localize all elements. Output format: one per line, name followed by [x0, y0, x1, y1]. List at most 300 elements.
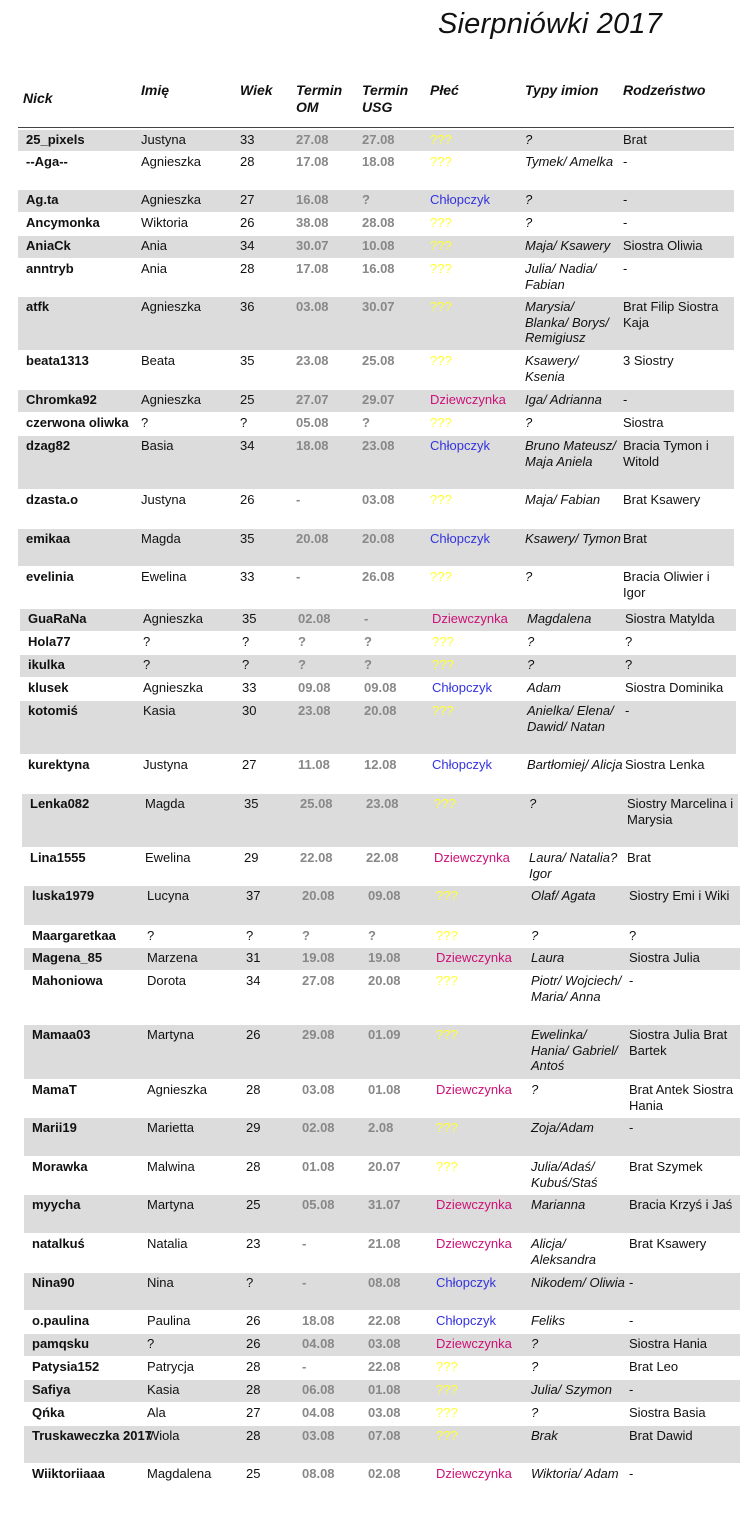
cell-rodz: Siostry Emi i Wiki	[629, 888, 730, 903]
cell-plec: ???	[430, 154, 452, 169]
cell-usg: 23.08	[362, 438, 395, 453]
table-row	[18, 490, 734, 528]
cell-om: 11.08	[298, 757, 330, 772]
cell-usg: ?	[362, 192, 370, 207]
cell-plec: ???	[436, 1027, 458, 1042]
cell-typy: Adam	[527, 680, 561, 695]
table-row	[22, 848, 738, 885]
cell-imie: Dorota	[147, 973, 187, 988]
cell-rodz: -	[629, 1466, 634, 1481]
cell-plec: ???	[436, 888, 458, 903]
cell-om: -	[302, 1275, 307, 1290]
cell-typy: Zoja/Adam	[531, 1120, 594, 1135]
table-row	[18, 297, 734, 350]
cell-imie: Agnieszka	[143, 680, 203, 695]
cell-usg: 01.08	[368, 1082, 401, 1097]
cell-imie: Magdalena	[147, 1466, 212, 1481]
cell-typy: Bartłomiej/ Alicja	[527, 757, 623, 772]
cell-rodz: Siostra Julia Brat Bartek	[629, 1027, 728, 1058]
cell-usg: 27.08	[362, 132, 395, 147]
cell-wiek: 29	[244, 850, 259, 865]
cell-typy: ?	[527, 657, 535, 672]
cell-wiek: 27	[240, 192, 255, 207]
cell-imie: Kasia	[147, 1382, 180, 1397]
cell-om: ?	[298, 657, 306, 672]
table-row	[18, 152, 734, 189]
table-row	[24, 1464, 740, 1519]
cell-nick: Lina1555	[30, 850, 86, 865]
cell-typy: Julia/ Nadia/ Fabian	[525, 261, 597, 292]
header-rodzenstwo: Rodzeństwo	[623, 82, 706, 98]
cell-rodz: Siostra Basia	[629, 1405, 706, 1420]
cell-rodz: Brat Ksawery	[623, 492, 701, 507]
cell-wiek: ?	[246, 928, 254, 943]
cell-nick: Hola77	[28, 634, 71, 649]
cell-nick: 25_pixels	[26, 132, 85, 147]
cell-om: 23.08	[298, 703, 331, 718]
cell-imie: Agnieszka	[141, 392, 201, 407]
cell-usg: 28.08	[362, 215, 395, 230]
cell-plec: Dziewczynka	[436, 950, 512, 965]
cell-wiek: 33	[242, 680, 257, 695]
cell-plec: ???	[436, 973, 458, 988]
cell-typy: ?	[525, 569, 533, 584]
cell-wiek: 28	[240, 154, 255, 169]
cell-nick: Wiiktoriiaaa	[32, 1466, 105, 1481]
cell-rodz: -	[629, 973, 634, 988]
cell-om: -	[296, 492, 301, 507]
cell-rodz: -	[629, 1120, 634, 1135]
cell-nick: Morawka	[32, 1159, 88, 1174]
cell-om: 02.08	[298, 611, 331, 626]
cell-imie: Patrycja	[147, 1359, 194, 1374]
cell-plec: ???	[436, 1359, 458, 1374]
cell-nick: MamaT	[32, 1082, 77, 1097]
cell-om: 01.08	[302, 1159, 335, 1174]
cell-usg: 09.08	[364, 680, 397, 695]
cell-nick: Mamaa03	[32, 1027, 91, 1042]
cell-rodz: Siostra Hania	[629, 1336, 708, 1351]
cell-typy: ?	[531, 1359, 539, 1374]
cell-imie: ?	[143, 634, 151, 649]
cell-om: 17.08	[296, 154, 329, 169]
cell-om: -	[296, 569, 301, 584]
cell-wiek: 34	[240, 438, 255, 453]
cell-wiek: 28	[246, 1159, 261, 1174]
cell-typy: Wiktoria/ Adam	[531, 1466, 619, 1481]
cell-plec: Dziewczynka	[432, 611, 508, 626]
table-row	[20, 632, 736, 654]
cell-plec: ???	[430, 238, 452, 253]
cell-wiek: 26	[246, 1027, 261, 1042]
cell-plec: Chłopczyk	[432, 757, 492, 772]
cell-usg: 09.08	[368, 888, 401, 903]
cell-om: ?	[298, 634, 306, 649]
cell-usg: 25.08	[362, 353, 395, 368]
cell-typy: Ksawery/ Ksenia	[525, 353, 579, 384]
cell-nick: Safiya	[32, 1382, 71, 1397]
table-row	[18, 236, 734, 258]
cell-typy: Iga/ Adrianna	[525, 392, 602, 407]
table-row	[24, 1357, 740, 1379]
cell-usg: 20.08	[362, 531, 395, 546]
cell-rodz: Brat	[627, 850, 651, 865]
cell-imie: Justyna	[141, 492, 186, 507]
cell-wiek: ?	[240, 415, 248, 430]
table-row	[18, 567, 734, 608]
table-row	[24, 1195, 740, 1233]
cell-rodz: Siostra Oliwia	[623, 238, 703, 253]
cell-wiek: 28	[246, 1382, 261, 1397]
cell-plec: Dziewczynka	[430, 392, 506, 407]
cell-nick: kotomiś	[28, 703, 78, 718]
cell-typy: ?	[525, 415, 533, 430]
cell-typy: ?	[525, 192, 533, 207]
cell-typy: ?	[527, 634, 535, 649]
cell-plec: ???	[430, 132, 452, 147]
cell-om: 03.08	[296, 299, 329, 314]
cell-wiek: 27	[246, 1405, 261, 1420]
cell-usg: 01.09	[368, 1027, 401, 1042]
cell-usg: 2.08	[368, 1120, 394, 1135]
cell-typy: Anielka/ Elena/ Dawid/ Natan	[527, 703, 614, 734]
cell-om: -	[302, 1359, 307, 1374]
header-plec: Płeć	[430, 82, 459, 98]
cell-nick: emikaa	[26, 531, 71, 546]
cell-wiek: 30	[242, 703, 257, 718]
cell-imie: Martyna	[147, 1027, 194, 1042]
cell-plec: ???	[436, 1405, 458, 1420]
cell-plec: Chłopczyk	[436, 1313, 496, 1328]
cell-wiek: 31	[246, 950, 261, 965]
cell-plec: ???	[436, 928, 458, 943]
cell-nick: pamqsku	[32, 1336, 90, 1351]
cell-plec: Chłopczyk	[436, 1275, 496, 1290]
header-termin-usg: Termin USG	[362, 82, 409, 115]
cell-om: 20.08	[302, 888, 335, 903]
cell-plec: ???	[436, 1382, 458, 1397]
cell-plec: ???	[436, 1159, 458, 1174]
cell-imie: Marzena	[147, 950, 198, 965]
cell-nick: natalkuś	[32, 1236, 85, 1251]
cell-wiek: 26	[240, 492, 255, 507]
cell-imie: Agnieszka	[143, 611, 203, 626]
cell-imie: Magda	[141, 531, 181, 546]
cell-usg: 23.08	[366, 796, 399, 811]
cell-om: 04.08	[302, 1336, 335, 1351]
cell-usg: ?	[364, 634, 372, 649]
cell-rodz: -	[623, 192, 628, 207]
cell-plec: ???	[434, 796, 456, 811]
cell-plec: Dziewczynka	[436, 1082, 512, 1097]
cell-typy: Piotr/ Wojciech/ Maria/ Anna	[531, 973, 622, 1004]
cell-plec: ???	[430, 415, 452, 430]
cell-plec: ???	[436, 1428, 458, 1443]
cell-imie: Paulina	[147, 1313, 191, 1328]
cell-typy: ?	[531, 1405, 539, 1420]
cell-plec: ???	[430, 261, 452, 276]
cell-imie: Ania	[141, 261, 168, 276]
cell-om: 05.08	[302, 1197, 335, 1212]
cell-usg: 22.08	[366, 850, 399, 865]
cell-om: 30.07	[296, 238, 329, 253]
cell-nick: czerwona oliwka	[26, 415, 129, 430]
table-row	[24, 1426, 740, 1463]
table-row	[18, 413, 734, 435]
cell-wiek: 28	[246, 1428, 261, 1443]
cell-plec: ???	[432, 657, 454, 672]
header-termin-om: Termin OM	[296, 82, 343, 115]
cell-imie: Agnieszka	[141, 154, 201, 169]
cell-nick: Ag.ta	[26, 192, 59, 207]
cell-usg: ?	[362, 415, 370, 430]
cell-om: 18.08	[302, 1313, 335, 1328]
cell-rodz: Brat Leo	[629, 1359, 679, 1374]
cell-nick: --Aga--	[26, 154, 68, 169]
cell-rodz: Siostra Julia	[629, 950, 700, 965]
cell-nick: Mahoniowa	[32, 973, 103, 988]
cell-rodz: -	[629, 1382, 634, 1397]
cell-plec: Dziewczynka	[436, 1336, 512, 1351]
cell-om: 16.08	[296, 192, 329, 207]
table-row	[18, 436, 734, 489]
cell-nick: beata1313	[26, 353, 89, 368]
cell-usg: -	[364, 611, 369, 626]
cell-typy: Brak	[531, 1428, 558, 1443]
cell-usg: 22.08	[368, 1359, 401, 1374]
cell-imie: Agnieszka	[141, 192, 201, 207]
cell-om: ?	[302, 928, 310, 943]
cell-usg: 12.08	[364, 757, 397, 772]
cell-plec: Chłopczyk	[430, 438, 490, 453]
cell-plec: ???	[432, 703, 454, 718]
cell-nick: Magena_85	[32, 950, 103, 965]
cell-plec: ???	[430, 215, 452, 230]
cell-rodz: Brat Dawid	[629, 1428, 693, 1443]
table-row	[20, 701, 736, 754]
cell-imie: Ewelina	[141, 569, 187, 584]
cell-typy: Julia/ Szymon	[531, 1382, 612, 1397]
cell-nick: Qńka	[32, 1405, 65, 1420]
cell-usg: 22.08	[368, 1313, 401, 1328]
cell-plec: Dziewczynka	[436, 1466, 512, 1481]
cell-wiek: 26	[246, 1336, 261, 1351]
cell-nick: dzasta.o	[26, 492, 79, 507]
cell-rodz: Siostra	[623, 415, 664, 430]
cell-wiek: 25	[246, 1197, 261, 1212]
cell-imie: ?	[147, 928, 155, 943]
cell-typy: Magdalena	[527, 611, 592, 626]
cell-typy: ?	[531, 1336, 539, 1351]
cell-typy: Ewelinka/ Hania/ Gabriel/ Antoś	[531, 1027, 618, 1073]
cell-nick: Patysia152	[32, 1359, 100, 1374]
cell-rodz: -	[629, 1313, 634, 1328]
cell-imie: Ewelina	[145, 850, 191, 865]
cell-rodz: Bracia Krzyś i Jaś	[629, 1197, 733, 1212]
cell-nick: Lenka082	[30, 796, 90, 811]
cell-nick: Ancymonka	[26, 215, 100, 230]
cell-typy: Olaf/ Agata	[531, 888, 596, 903]
cell-imie: Malwina	[147, 1159, 195, 1174]
table-row	[20, 755, 736, 793]
cell-om: 27.08	[296, 132, 329, 147]
cell-imie: Lucyna	[147, 888, 189, 903]
cell-nick: Chromka92	[26, 392, 97, 407]
cell-usg: 30.07	[362, 299, 395, 314]
cell-usg: 03.08	[362, 492, 395, 507]
cell-plec: ???	[430, 299, 452, 314]
cell-plec: Chłopczyk	[430, 192, 490, 207]
cell-plec: ???	[436, 1120, 458, 1135]
cell-imie: Agnieszka	[141, 299, 201, 314]
cell-om: 03.08	[302, 1428, 335, 1443]
cell-nick: ikulka	[28, 657, 65, 672]
cell-nick: o.paulina	[32, 1313, 90, 1328]
cell-typy: Tymek/ Amelka	[525, 154, 614, 169]
cell-typy: Marianna	[531, 1197, 586, 1212]
table-row	[20, 609, 736, 631]
cell-rodz: 3 Siostry	[623, 353, 674, 368]
cell-om: 22.08	[300, 850, 333, 865]
table-row	[24, 1380, 740, 1402]
cell-rodz: Bracia Tymon i Witold	[623, 438, 709, 469]
cell-plec: Dziewczynka	[436, 1236, 512, 1251]
cell-wiek: 33	[240, 569, 255, 584]
table-row	[24, 1157, 740, 1194]
cell-om: 23.08	[296, 353, 329, 368]
cell-plec: Dziewczynka	[436, 1197, 512, 1212]
cell-rodz: Bracia Oliwier i Igor	[623, 569, 710, 600]
cell-usg: 02.08	[368, 1466, 401, 1481]
cell-om: 08.08	[302, 1466, 335, 1481]
cell-nick: evelinia	[26, 569, 74, 584]
cell-imie: Beata	[141, 353, 175, 368]
cell-nick: GuaRaNa	[28, 611, 87, 626]
cell-nick: kurektyna	[28, 757, 90, 772]
table-row	[24, 886, 740, 925]
cell-typy: Alicja/ Aleksandra	[531, 1236, 597, 1267]
cell-wiek: ?	[242, 657, 250, 672]
cell-typy: Laura/ Natalia? Igor	[529, 850, 618, 881]
cell-wiek: 33	[240, 132, 255, 147]
cell-wiek: 25	[240, 392, 255, 407]
cell-typy: ?	[525, 132, 533, 147]
cell-usg: 29.07	[362, 392, 395, 407]
cell-usg: 20.07	[368, 1159, 401, 1174]
cell-imie: Magda	[145, 796, 185, 811]
table-row	[24, 971, 740, 1024]
cell-imie: Agnieszka	[147, 1082, 207, 1097]
cell-typy: Ksawery/ Tymon	[525, 531, 621, 546]
cell-typy: ?	[525, 215, 533, 230]
cell-imie: Justyna	[143, 757, 188, 772]
cell-om: 09.08	[298, 680, 331, 695]
cell-rodz: -	[623, 392, 628, 407]
cell-imie: ?	[141, 415, 149, 430]
cell-imie: Wiktoria	[141, 215, 188, 230]
cell-plec: ???	[432, 634, 454, 649]
cell-usg: 16.08	[362, 261, 395, 276]
table-row	[24, 948, 740, 970]
table-row	[24, 1025, 740, 1079]
cell-nick: Nina90	[32, 1275, 75, 1290]
cell-typy: Laura	[531, 950, 565, 965]
cell-rodz: Brat Filip Siostra Kaja	[623, 299, 719, 330]
cell-nick: klusek	[28, 680, 69, 695]
cell-imie: Marietta	[147, 1120, 194, 1135]
cell-plec: Dziewczynka	[434, 850, 510, 865]
cell-om: 27.08	[302, 973, 335, 988]
cell-imie: Justyna	[141, 132, 186, 147]
cell-usg: 19.08	[368, 950, 401, 965]
cell-rodz: Brat Antek Siostra Hania	[629, 1082, 734, 1113]
cell-plec: ???	[430, 569, 452, 584]
table-row	[24, 1118, 740, 1156]
cell-wiek: 28	[246, 1082, 261, 1097]
cell-nick: luska1979	[32, 888, 95, 903]
cell-rodz: -	[623, 154, 628, 169]
cell-typy: Julia/Adaś/ Kubuś/Staś	[531, 1159, 598, 1190]
cell-typy: ?	[531, 1082, 539, 1097]
cell-wiek: 34	[246, 973, 261, 988]
cell-om: 25.08	[300, 796, 333, 811]
cell-imie: Kasia	[143, 703, 176, 718]
cell-typy: Maja/ Ksawery	[525, 238, 611, 253]
cell-om: 20.08	[296, 531, 329, 546]
cell-imie: ?	[147, 1336, 155, 1351]
cell-usg: 26.08	[362, 569, 395, 584]
cell-om: 18.08	[296, 438, 329, 453]
cell-rodz: ?	[625, 634, 633, 649]
cell-om: 38.08	[296, 215, 329, 230]
table-row	[22, 794, 738, 847]
cell-typy: Maja/ Fabian	[525, 492, 601, 507]
cell-rodz: -	[625, 703, 630, 718]
table-row	[18, 390, 734, 412]
cell-nick: atfk	[26, 299, 50, 314]
table-row	[24, 926, 740, 947]
cell-usg: ?	[368, 928, 376, 943]
header-typy-imion: Typy imion	[525, 82, 599, 98]
cell-imie: Ania	[141, 238, 168, 253]
cell-wiek: 36	[240, 299, 255, 314]
cell-om: 17.08	[296, 261, 329, 276]
header-imie: Imię	[141, 82, 170, 98]
cell-om: 04.08	[302, 1405, 335, 1420]
table-row	[24, 1080, 740, 1117]
table-row	[18, 130, 734, 151]
cell-wiek: 26	[240, 215, 255, 230]
page-title: Sierpniówki 2017	[438, 8, 663, 40]
cell-rodz: -	[629, 1275, 634, 1290]
cell-imie: Wiola	[147, 1428, 180, 1443]
table-row	[24, 1403, 740, 1425]
header-wiek: Wiek	[240, 82, 273, 98]
table-row	[24, 1311, 740, 1333]
cell-wiek: 37	[246, 888, 261, 903]
cell-usg: 03.08	[368, 1336, 401, 1351]
cell-rodz: Siostry Marcelina i Marysia	[627, 796, 734, 827]
cell-usg: 31.07	[368, 1197, 401, 1212]
cell-rodz: Siostra Dominika	[625, 680, 724, 695]
cell-usg: 08.08	[368, 1275, 401, 1290]
cell-plec: Chłopczyk	[430, 531, 490, 546]
cell-om: 19.08	[302, 950, 335, 965]
cell-om: 03.08	[302, 1082, 335, 1097]
cell-wiek: 35	[240, 531, 255, 546]
cell-nick: AniaCk	[26, 238, 71, 253]
cell-usg: 21.08	[368, 1236, 401, 1251]
